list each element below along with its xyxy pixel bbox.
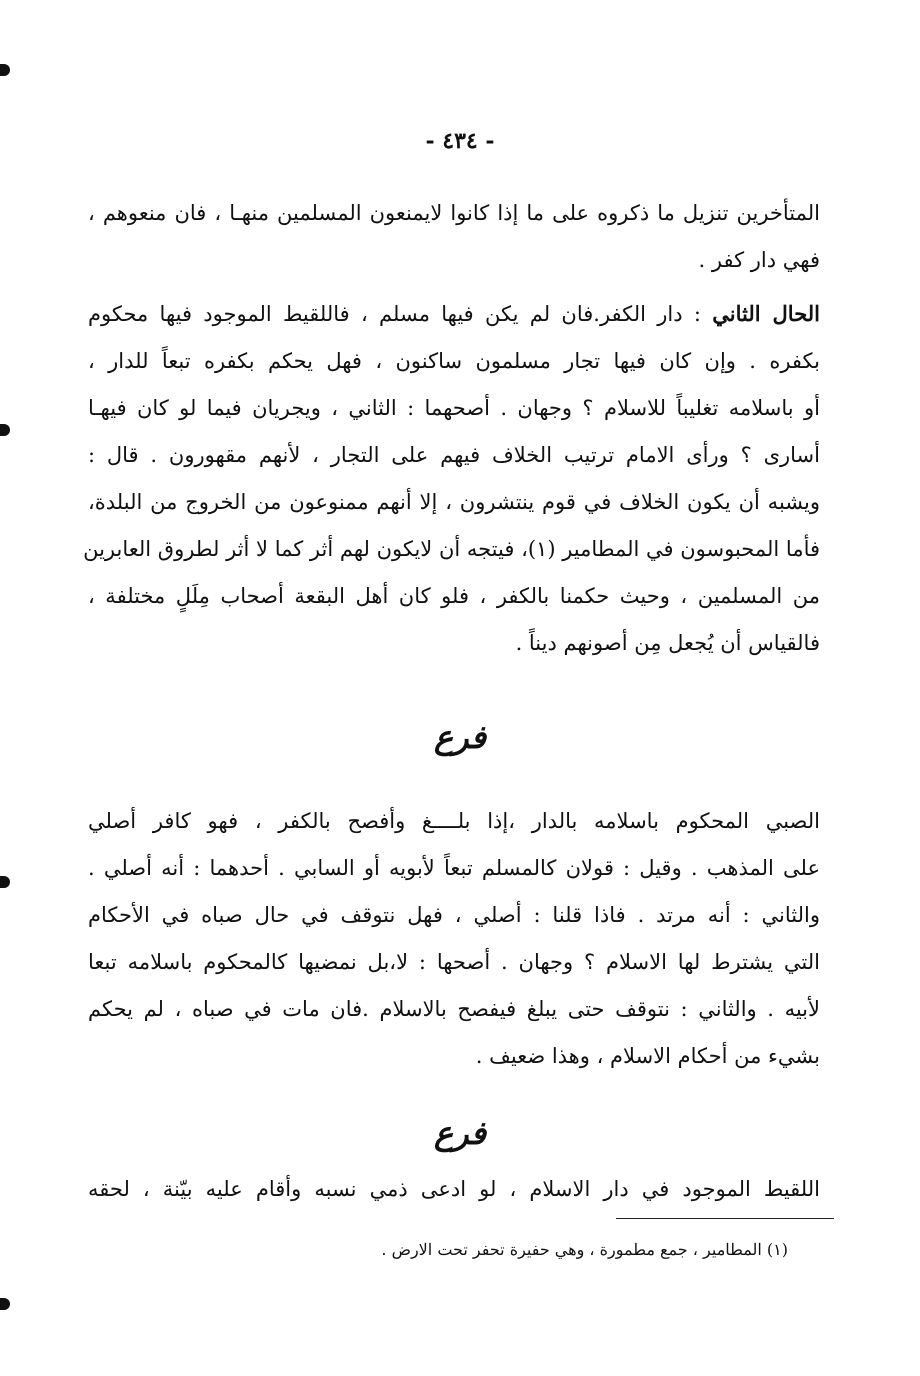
footnote-divider — [616, 1218, 834, 1219]
text-line: فالقياس أن يُجعل مِن أصونهم ديناً . — [515, 631, 820, 655]
text-line: من المسلمين ، وحيث حكمنا بالكفر ، فلو كان أهل البقعة أصحاب مِلَلٍ مختلفة ، — [88, 584, 820, 608]
text-line: اللقيط الموجود في دار الاسلام ، لو ادعى ذمي نسبه وأقام عليه بيّنة ، لحقه — [88, 1177, 820, 1201]
text-line: الصبي المحكوم باسلامه بالدار ،إذا بلــــغ وأفصح بالكفر ، فهو كافر أصلي — [88, 809, 820, 833]
text-line: لأبيه . والثاني : نتوقف حتى يبلغ فيفصح بالاسلام .فان مات في صباه ، لم يحكم — [88, 997, 820, 1021]
scan-edge-mark — [0, 64, 10, 76]
paragraph-child-ruling — [88, 798, 820, 1080]
scan-edge-mark — [0, 1298, 10, 1310]
section-heading: فرع — [433, 1114, 487, 1152]
text-line — [88, 290, 820, 338]
text-line: ويشبه أن يكون الخلاف في قوم ينتشرون ، إلا أنهم ممنوعون من الخروج من البلدة، — [88, 490, 820, 514]
paragraph-lead: الحال الثاني — [712, 301, 820, 326]
text-line: على المذهب . وقيل : قولان كالمسلم تبعاً لأبويه أو السابي . أحدهما : أنه أصلي . — [88, 856, 820, 880]
text-line: التي يشترط لها الاسلام ؟ وجهان . أصحها : لا،بل نمضيها كالمحكوم باسلامه تبعا — [88, 950, 820, 974]
text-line: المتأخرين تنزيل ما ذكروه على ما إذا كانوا لايمنعون المسلمين منهـا ، فان منعوهم ، — [88, 201, 820, 225]
footnote: (١) المطامير ، جمع مطمورة ، وهي حفيرة تحفر تحت الارض . — [381, 1240, 788, 1259]
paragraph-second-state — [83, 290, 820, 667]
paragraph-foundling — [88, 1166, 820, 1213]
page-number: - ٤٣٤ - — [425, 128, 495, 154]
text-line: بكفره . وإن كان فيها تجار مسلمون ساكنون ، فهل يحكم بكفره تبعاً للدار ، — [88, 349, 820, 373]
section-heading: فرع — [433, 718, 487, 756]
text-line: والثاني : أنه مرتد . فاذا قلنا : أصلي ، فهل نتوقف في حال صباه في الأحكام — [88, 903, 820, 927]
text-line: فهي دار كفر . — [698, 248, 820, 272]
text-line-rest: : دار الكفر.فان لم يكن فيها مسلم ، فاللقيط الموجود فيها محكوم — [88, 302, 713, 326]
scan-edge-mark — [0, 424, 10, 436]
text-line: بشيء من أحكام الاسلام ، وهذا ضعيف . — [475, 1044, 820, 1068]
text-line: أسارى ؟ ورأى الامام ترتيب الخلاف فيهم على التجار ، لأنهم مقهورون . قال : — [88, 443, 820, 467]
text-line: فأما المحبوسون في المطامير (١)، فيتجه أن لايكون لهم أثر كما لا أثر لطروق العابرين — [83, 537, 820, 561]
paragraph-continuation — [88, 190, 820, 284]
scan-edge-mark — [0, 876, 10, 888]
text-line: أو باسلامه تغليباً للاسلام ؟ وجهان . أصحهما : الثاني ، ويجريان فيما لو كان فيهـا — [88, 396, 820, 420]
